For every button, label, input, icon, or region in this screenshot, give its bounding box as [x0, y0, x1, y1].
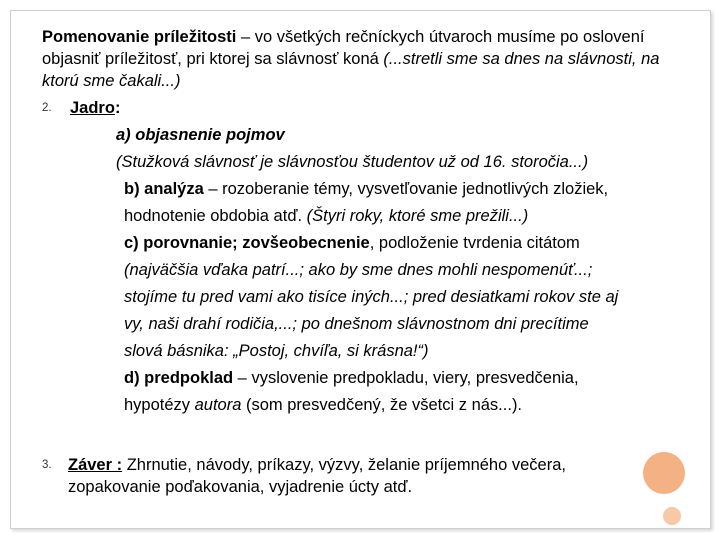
section-3-line1: Záver : Zhrnutie, návody, príkazy, výzvy, želanie príjemného večera,: [68, 456, 566, 474]
intro-example: (...stretli sme sa dnes na slávnosti, na ktorú sme čakali...): [42, 50, 660, 90]
point-b-example: (Štyri roky, ktoré sme prežili...): [306, 207, 529, 225]
decorative-circle-large: [643, 452, 685, 494]
section-2-number: 2.: [42, 102, 52, 114]
point-c-term: c) porovnanie; zovšeobecnenie: [124, 234, 370, 252]
section-2-heading: Jadro:: [70, 99, 121, 117]
point-c-example-2: stojíme tu pred vami ako tisíce iných...; pred desiatkami rokov ste aj: [124, 288, 619, 306]
section-3-title: Záver :: [68, 456, 123, 474]
point-a-heading: a) objasnenie pojmov: [116, 126, 285, 144]
intro-term: Pomenovanie príležitosti: [42, 28, 237, 46]
point-b-line2: hodnotenie obdobia atď. (Štyri roky, ktoré sme prežili...): [124, 207, 529, 225]
intro-paragraph: [42, 26, 672, 92]
section-3-number: 3.: [42, 459, 52, 471]
point-d-line1: d) predpoklad – vyslovenie predpokladu, viery, presvedčenia,: [124, 369, 579, 387]
point-c-line1: c) porovnanie; zovšeobecnenie, podloženie tvrdenia citátom: [124, 234, 580, 252]
point-b-line1: b) analýza – rozoberanie témy, vysvetľovanie jednotlivých zložiek,: [124, 180, 609, 198]
point-c-example-3: vy, naši drahí rodičia,...; po dnešnom slávnostnom dni precítime: [124, 315, 589, 333]
intro-text: – vo všetkých rečníckych útvaroch musíme po oslovení objasniť príležitosť, pri ktorej sa slávnosť koná: [42, 28, 645, 68]
point-c-example-1: (najväčšia vďaka patrí...; ako by sme dnes mohli nespomenúť...;: [124, 261, 593, 279]
point-d-line2: hypotézy autora (som presvedčený, že všetci z nás...).: [124, 396, 523, 414]
point-c-example-4: slová básnika: „Postoj, chvíľa, si krásna!“): [124, 342, 429, 360]
section-2-title: Jadro: [70, 99, 115, 117]
point-d-term: d) predpoklad: [124, 369, 234, 387]
decorative-circle-small: [663, 507, 681, 525]
point-a-example: (Stužková slávnosť je slávnosťou študentov už od 16. storočia...): [116, 153, 589, 171]
section-3-line2: zopakovanie poďakovania, vyjadrenie úcty atď.: [68, 478, 413, 496]
point-b-term: b) analýza: [124, 180, 204, 198]
